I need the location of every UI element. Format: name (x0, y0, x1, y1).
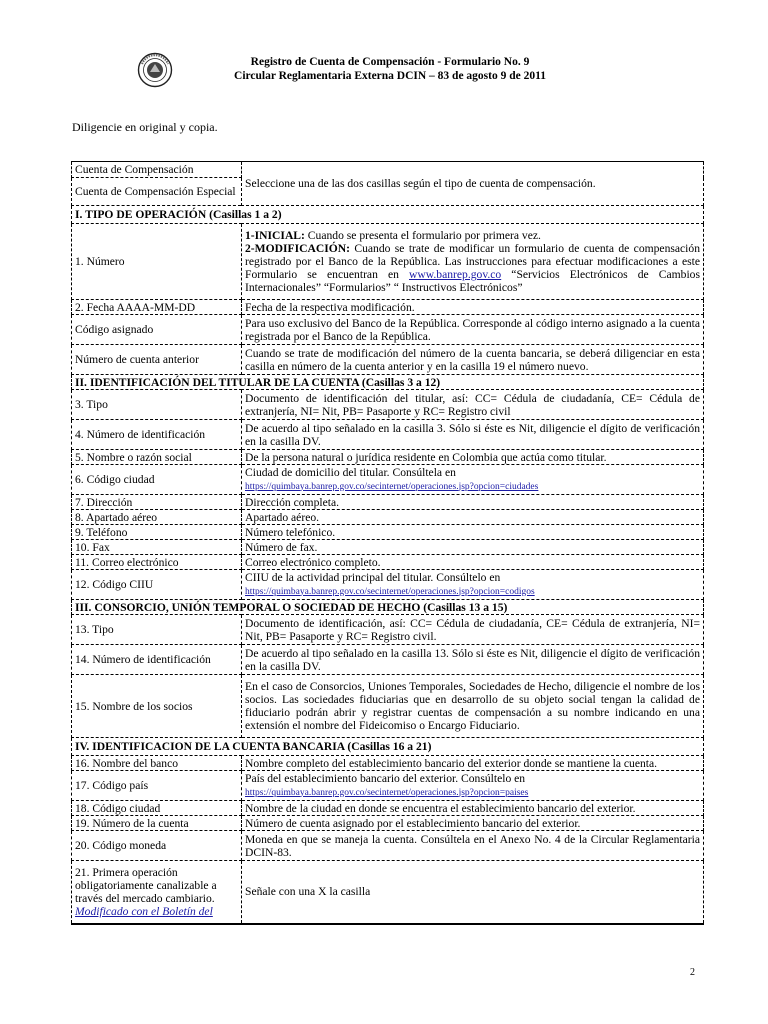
instructions-table (71, 161, 704, 925)
ciudades-link[interactable]: https://quimbaya.banrep.gov.co/secinternet/operaciones.jsp?opcion=ciudades (245, 481, 539, 492)
field-label (72, 861, 242, 924)
field-description-text: País del establecimiento bancario del exterior. Consúltelo en (245, 771, 526, 785)
field-description (242, 570, 704, 600)
field-description: Documento de identificación del titular, así: CC= Cédula de ciudadanía, CE= Cédula de extranjería, NI= Nit, PB= Pasaporte y RC= Registro civil (242, 390, 704, 420)
field-description: Número de fax. (242, 540, 704, 555)
banrep-link[interactable]: www.banrep.gov.co (409, 268, 502, 281)
field-description: De acuerdo al tipo señalado en la casilla 3. Sólo si éste es Nit, diligencie el dígito de verificación en la casilla DV. (242, 420, 704, 450)
field-description: Número telefónico. (242, 525, 704, 540)
section-heading: III. CONSORCIO, UNIÓN TEMPORAL O SOCIEDAD DE HECHO (Casillas 13 a 15) (72, 600, 704, 615)
section-heading: IV. IDENTIFICACION DE LA CUENTA BANCARIA (Casillas 16 a 21) (72, 738, 704, 756)
field-label: 14. Número de identificación (72, 645, 242, 675)
field-label: 20. Código moneda (72, 831, 242, 861)
field-description: Correo electrónico completo. (242, 555, 704, 570)
option-cuenta-compensacion-especial[interactable]: Cuenta de Compensación Especial (72, 178, 242, 206)
field-label: 1. Número (72, 224, 242, 300)
field-label: 13. Tipo (72, 615, 242, 645)
field-label: 18. Código ciudad (72, 801, 242, 816)
field-label: 17. Código país (72, 771, 242, 801)
field-description: Cuando se trate de modificación del número de la cuenta bancaria, se deberá diligenciar en esta casilla en número de la cuenta anterior y en la casilla 19 el número nuevo. (242, 345, 704, 375)
field-description: Señale con una X la casilla (242, 861, 704, 924)
field-description (242, 465, 704, 495)
field-description: Moneda en que se maneja la cuenta. Consúltela en el Anexo No. 4 de la Circular Reglamentaria DCIN-83. (242, 831, 704, 861)
page-number: 2 (690, 967, 695, 978)
inicial-label: 1-INICIAL: (245, 229, 305, 242)
inicial-text: Cuando se presenta el formulario por primera vez. (304, 229, 541, 242)
section-heading: I. TIPO DE OPERACIÓN (Casillas 1 a 2) (72, 206, 704, 224)
boletin-link[interactable]: Modificado con el Boletín del (75, 904, 213, 918)
option-cuenta-compensacion[interactable]: Cuenta de Compensación (72, 162, 242, 178)
field-label: 15. Nombre de los socios (72, 675, 242, 738)
field-label: 8. Apartado aéreo (72, 510, 242, 525)
field-label: 2. Fecha AAAA-MM-DD (72, 300, 242, 315)
field-description: Para uso exclusivo del Banco de la República. Corresponde al código interno asignado a la cuenta registrada por el Banco de la República. (242, 315, 704, 345)
field-label: 11. Correo electrónico (72, 555, 242, 570)
form-title: Registro de Cuenta de Compensación - Formulario No. 9 (250, 56, 530, 68)
field-label: 3. Tipo (72, 390, 242, 420)
field-label: Código asignado (72, 315, 242, 345)
field-label: 10. Fax (72, 540, 242, 555)
modificacion-path: “Servicios Electrónicos de Cambios Internacionales” “Formularios” “ Instructivos Electrónicos” (245, 268, 700, 294)
field-label: 7. Dirección (72, 495, 242, 510)
field-description-text: Ciudad de domicilio del titular. Consúltela en (245, 465, 456, 479)
field-description: Nombre completo del establecimiento bancario del exterior donde se mantiene la cuenta. (242, 756, 704, 771)
modificacion-text: Cuando se trate de modificar un formulario de cuenta de compensación registrado por el Banco de la República. Las instrucciones para efectuar modificaciones a este Formulario se encuentran en (245, 242, 700, 281)
field-description-text: CIIU de la actividad principal del titular. Consúltelo en (245, 570, 501, 584)
field-description: De acuerdo al tipo señalado en la casilla 13. Sólo si éste es Nit, diligencie el dígito de verificación en la casilla DV. (242, 645, 704, 675)
field-label: 6. Código ciudad (72, 465, 242, 495)
field-description: De la persona natural o jurídica residente en Colombia que actúa como titular. (242, 450, 704, 465)
field-label: Número de cuenta anterior (72, 345, 242, 375)
field-description: Fecha de la respectiva modificación. (242, 300, 704, 315)
field-description: En el caso de Consorcios, Uniones Temporales, Sociedades de Hecho, diligencie el nombre de los socios. Las sociedades fiduciarias que en desarrollo de su objeto social tengan la calidad de fiduciario podrán abrir y registrar cuentas de compensación a su nombre indicando en una extensión el nombre del Fideicomiso o Encargo Fiduciario. (242, 675, 704, 738)
field-label: 12. Código CIIU (72, 570, 242, 600)
field-label: 19. Número de la cuenta (72, 816, 242, 831)
field-description: Número de cuenta asignado por el establecimiento bancario del exterior. (242, 816, 704, 831)
banco-republica-seal-logo (137, 52, 173, 88)
field-label: 4. Número de identificación (72, 420, 242, 450)
field-description (242, 771, 704, 801)
field-label: 9. Teléfono (72, 525, 242, 540)
circular-reference: Circular Reglamentaria Externa DCIN – 83 de agosto 9 de 2011 (234, 70, 546, 82)
field-description: Documento de identificación, así: CC= Cédula de ciudadanía, CE= Cédula de extranjería, NI= Nit, PB= Pasaporte y RC= Registro civil. (242, 615, 704, 645)
field-description: Apartado aéreo. (242, 510, 704, 525)
field-label: 5. Nombre o razón social (72, 450, 242, 465)
selection-note: Seleccione una de las dos casillas según el tipo de cuenta de compensación. (242, 162, 704, 206)
codigos-link[interactable]: https://quimbaya.banrep.gov.co/secinternet/operaciones.jsp?opcion=codigos (245, 586, 535, 597)
intro-instruction: Diligencie en original y copia. (72, 120, 218, 134)
field-description: Dirección completa. (242, 495, 704, 510)
section-heading: II. IDENTIFICACIÓN DEL TITULAR DE LA CUENTA (Casillas 3 a 12) (72, 375, 704, 390)
paises-link[interactable]: https://quimbaya.banrep.gov.co/secinternet/operaciones.jsp?opcion=paises (245, 787, 529, 798)
modificacion-label: 2-MODIFICACIÓN: (245, 242, 350, 255)
field-label: 16. Nombre del banco (72, 756, 242, 771)
field-label-text: 21. Primera operación obligatoriamente canalizable a través del mercado cambiario. (75, 865, 217, 905)
field-description: Nombre de la ciudad en donde se encuentra el establecimiento bancario del exterior. (242, 801, 704, 816)
field-description (242, 224, 704, 300)
